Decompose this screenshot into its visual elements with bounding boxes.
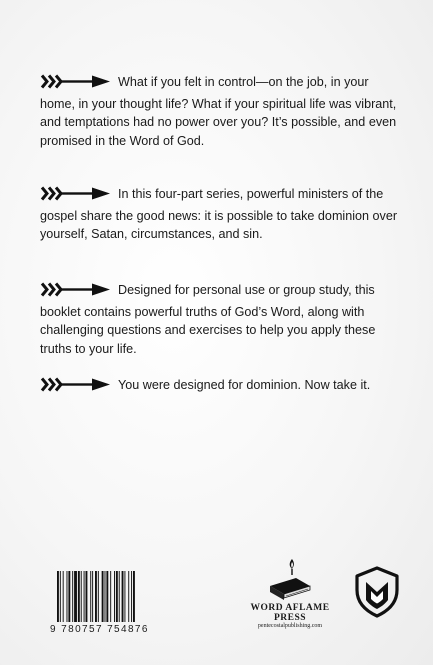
barcode-icon [57,571,157,622]
paragraph-text: In this four-part series, powerful ministers of the gospel share the good news: it is possible to take dominion over yourself, Satan, circumstances, and sin. [40,187,398,242]
publisher-url: pentecostalpublishing.com [257,623,323,629]
paragraph-text: Designed for personal use or group study, this booklet contains powerful truths of God’s Word, along with challenging questions and exercises to help you apply these truths to your life. [40,283,376,356]
arrow-icon [40,186,110,207]
paragraph-4 [40,376,400,398]
arrow-icon [40,377,110,398]
barcode-digits: 9 780757 754876 [50,624,149,635]
arrow-icon [40,74,110,95]
publisher-name: WORD AFLAME PRESS [250,603,330,623]
paragraph-text: What if you felt in control—on the job, in your home, in your thought life? What if your spiritual life was vibrant, and temptations had no power over you? It’s possible, and even promised in the Word of God. [40,75,397,148]
publisher-logo [235,556,345,629]
paragraph-text: You were designed for dominion. Now take it. [118,378,371,392]
shield-m-icon [354,566,400,618]
book-flame-icon [266,556,314,602]
paragraph-3 [40,281,400,358]
arrow-icon [40,282,110,303]
paragraph-1 [40,73,400,150]
paragraph-2 [40,185,400,244]
